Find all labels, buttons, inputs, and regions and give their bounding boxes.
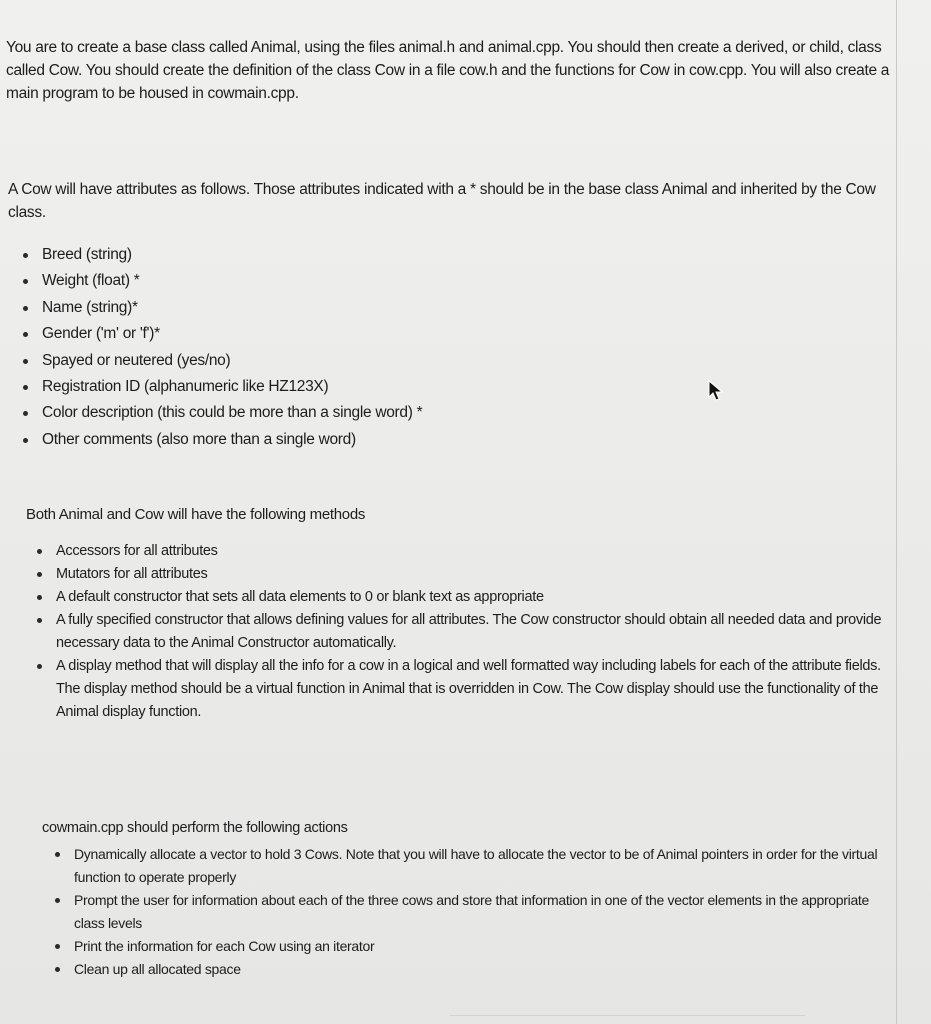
list-item: Accessors for all attributes (32, 540, 882, 563)
methods-intro: Both Animal and Cow will have the following methods (26, 506, 366, 523)
list-item: Print the information for each Cow using an iterator (50, 935, 880, 958)
list-item: Color description (this could be more than a single word) * (18, 400, 718, 426)
list-item: Clean up all allocated space (50, 958, 880, 981)
list-item: Spayed or neutered (yes/no) (18, 348, 718, 374)
list-item: Dynamically allocate a vector to hold 3 Cows. Note that you will have to allocate the vector to be of Animal pointers in order for the virtual function to operate properly (50, 843, 880, 889)
attributes-intro: A Cow will have attributes as follows. Those attributes indicated with a * should be in the base class Animal and inherited by the Cow class. (8, 181, 876, 221)
main-intro: cowmain.cpp should perform the following actions (42, 820, 348, 836)
list-item: Weight (float) * (18, 268, 718, 294)
intro-paragraph: You are to create a base class called Animal, using the files animal.h and animal.cpp. You should then create a derived, or child, class called Cow. You should create the definition of the class Cow in a file cow.h and the functions for Cow in cow.cpp. You will also create a main program to be housed in cowmain.cpp. (6, 39, 890, 102)
list-item: A default constructor that sets all data elements to 0 or blank text as appropriate (32, 586, 882, 609)
list-item: A fully specified constructor that allows defining values for all attributes. The Cow constructor should obtain all needed data and provide necessary data to the Animal Constructor automatically. (32, 609, 882, 655)
list-item: A display method that will display all the info for a cow in a logical and well formatted way including labels for each of the attribute fields. The display method should be a virtual function in Animal that is overridden in Cow. The Cow display should use the functionality of the Animal display function. (32, 655, 882, 724)
list-item: Prompt the user for information about each of the three cows and store that information in one of the vector elements in the appropriate class levels (50, 889, 880, 935)
main-actions-list (50, 843, 880, 981)
list-item: Registration ID (alphanumeric like HZ123X) (18, 374, 718, 400)
attributes-list (18, 242, 718, 453)
mouse-pointer-icon (708, 380, 724, 402)
list-item: Breed (string) (18, 242, 718, 268)
list-item: Gender ('m' or 'f')* (18, 321, 718, 347)
list-item: Other comments (also more than a single word) (18, 427, 718, 453)
list-item: Name (string)* (18, 295, 718, 321)
divider (450, 1015, 805, 1016)
list-item: Mutators for all attributes (32, 563, 882, 586)
methods-list (32, 540, 882, 724)
